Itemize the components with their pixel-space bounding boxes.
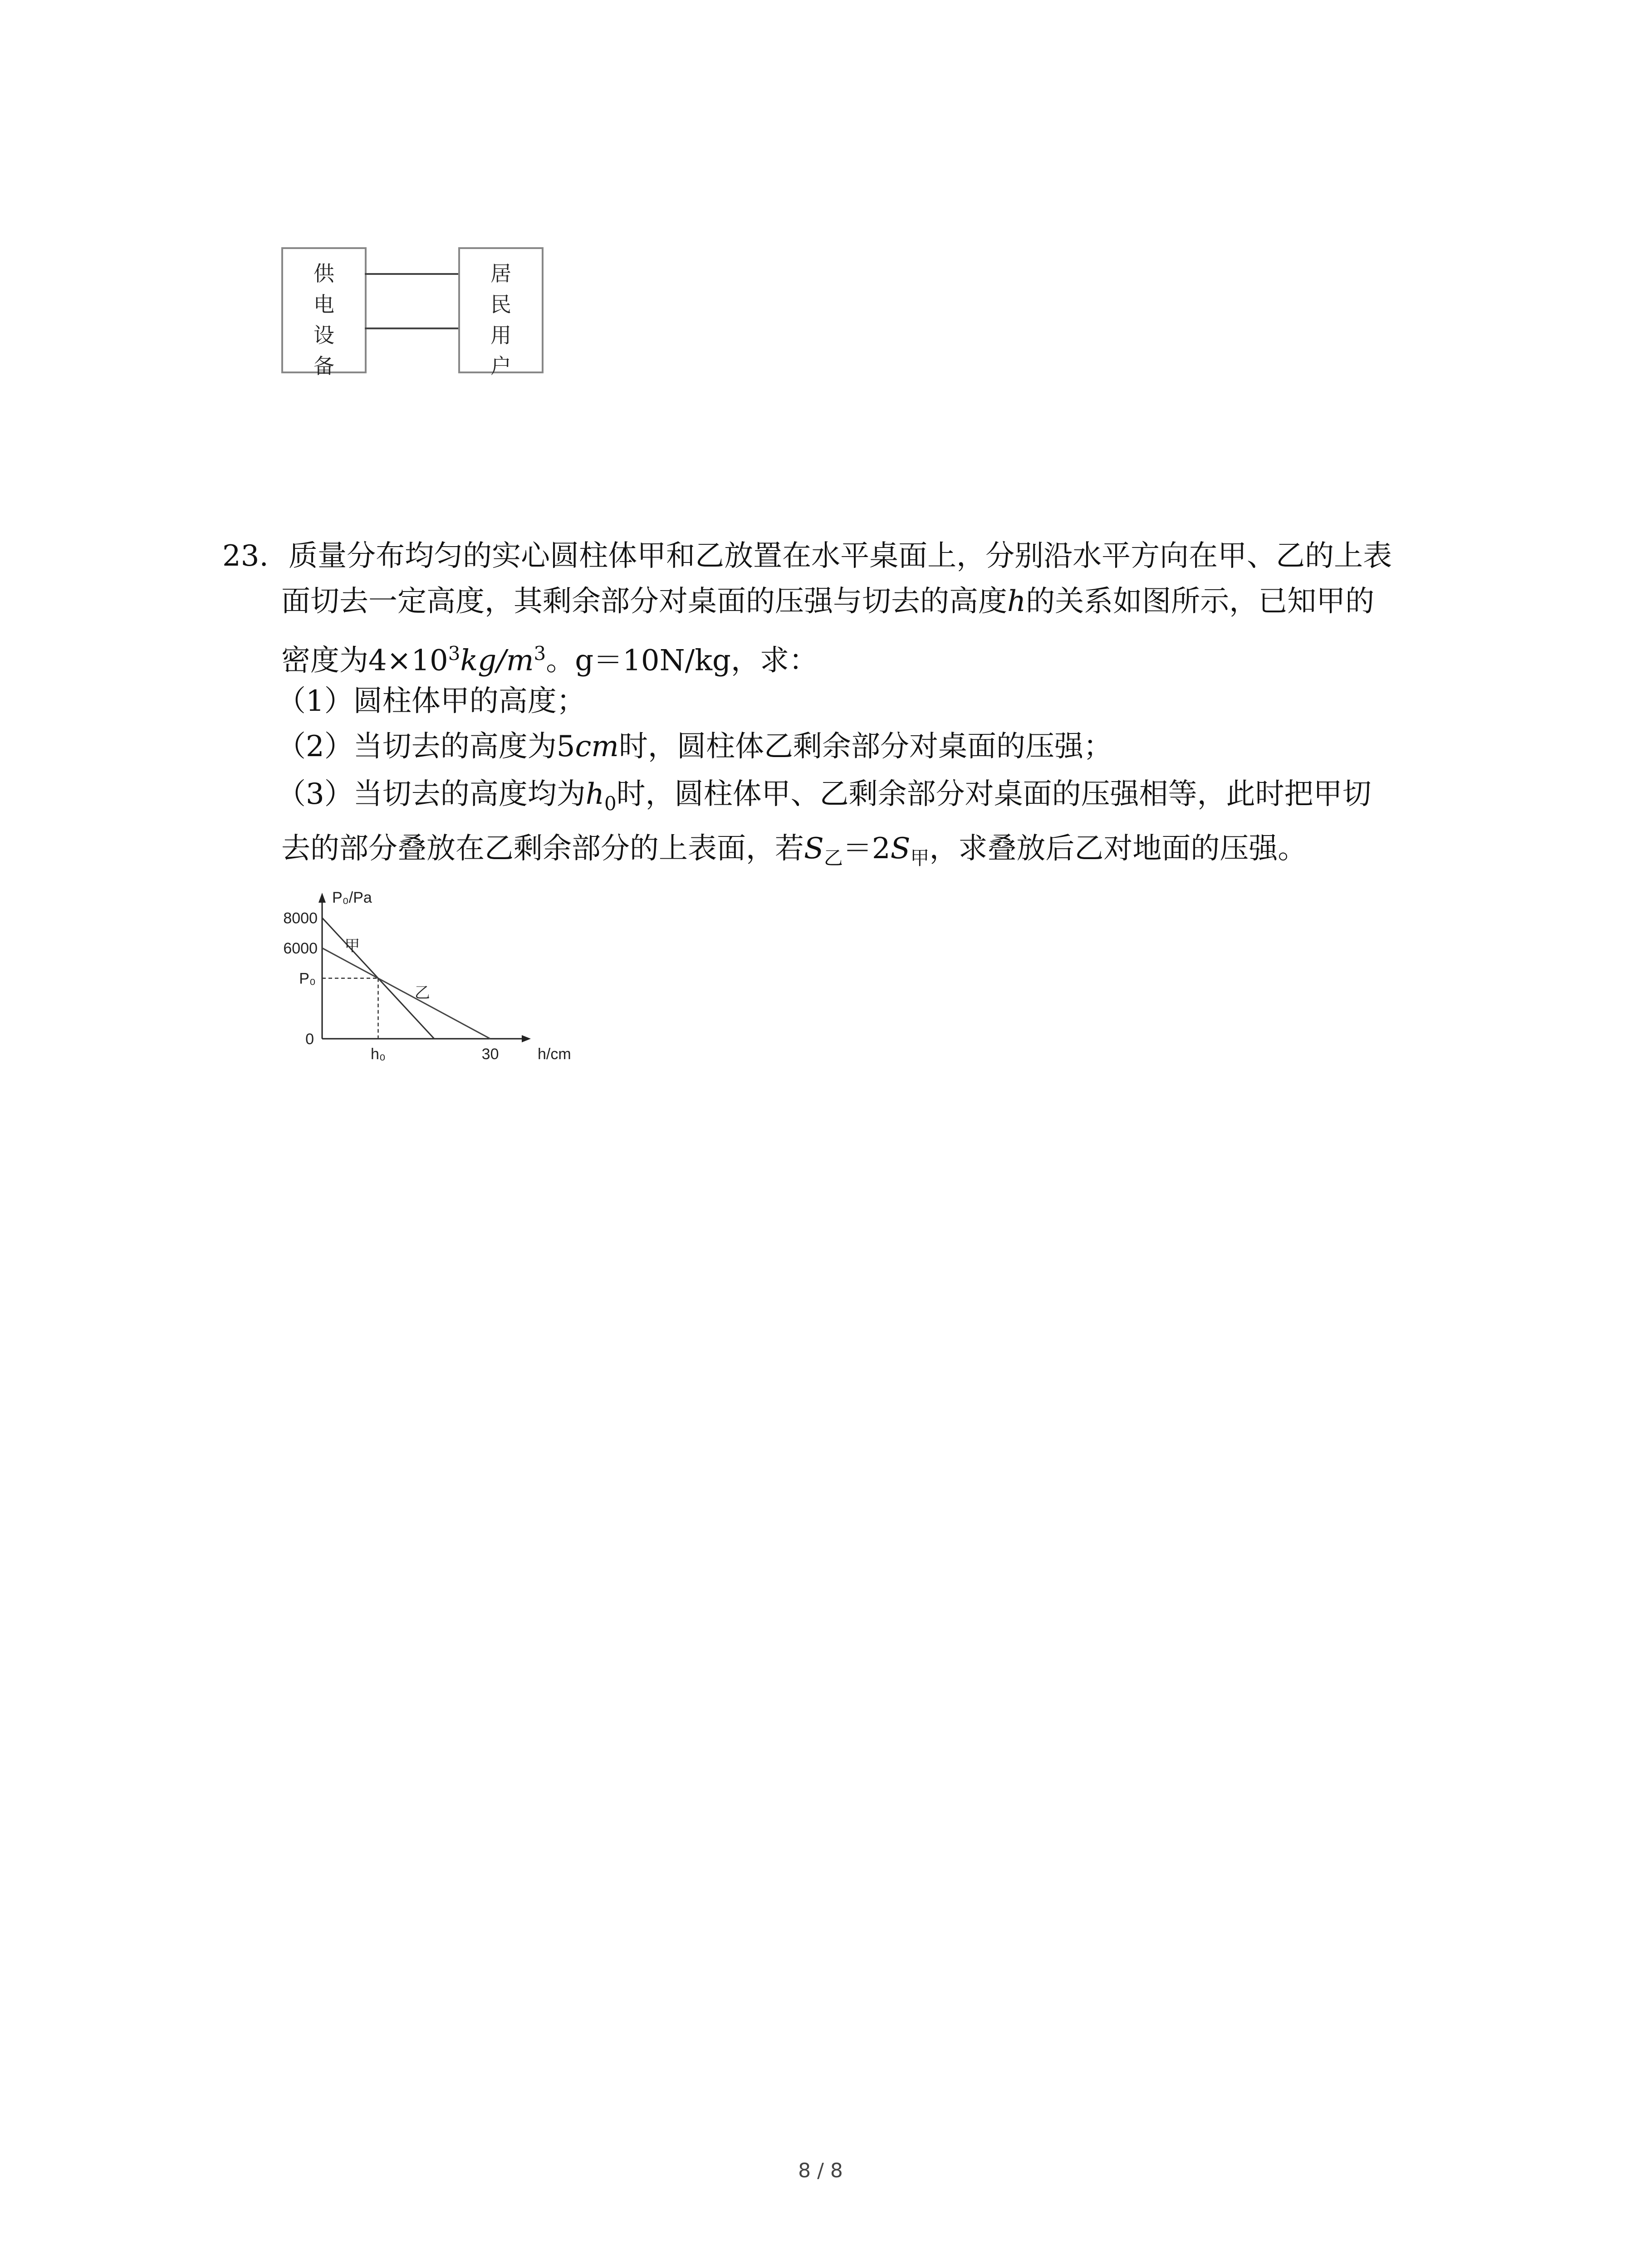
series-label-yi: 乙 xyxy=(414,984,430,1002)
area-S-jia-subscript: 甲 xyxy=(910,846,930,869)
y-tick-0: 0 xyxy=(305,1031,314,1048)
part-2-text-b: 时，圆柱体乙剩余部分对桌面的压强； xyxy=(618,730,1112,763)
part-3-text-a: （3）当切去的高度均为 xyxy=(277,777,586,811)
x-axis-label: h/cm xyxy=(538,1046,571,1063)
lower-wire xyxy=(365,327,458,329)
density-value: 密度为4×10 xyxy=(281,644,448,678)
density-exponent: 3 xyxy=(448,642,460,665)
line2-text-a: 面切去一定高度，其剩余部分对桌面的压强与切去的高度 xyxy=(281,585,1007,618)
part-2-unit: cm xyxy=(575,730,619,763)
part-3-line2-a: 去的部分叠放在乙剩余部分的上表面，若 xyxy=(281,832,804,865)
part-3-line-2 xyxy=(281,832,1307,875)
part-1-text: （1）圆柱体甲的高度； xyxy=(277,684,586,718)
part-2-text-a: （2）当切去的高度为5 xyxy=(277,730,575,763)
page-number: 8 / 8 xyxy=(798,2159,843,2182)
variable-h0-subscript: 0 xyxy=(604,792,617,815)
y-axis-arrow xyxy=(318,893,326,903)
question-line-1 xyxy=(222,540,1392,572)
question-number: 23. xyxy=(222,539,269,573)
series-label-jia: 甲 xyxy=(344,937,360,955)
resident-user-box xyxy=(458,247,544,378)
part-2 xyxy=(277,730,1112,763)
part-3-line2-b: ，求叠放后乙对地面的压强。 xyxy=(929,832,1307,865)
series-line-yi xyxy=(322,948,490,1039)
line2-text-b: 的关系如图所示，已知甲的 xyxy=(1026,585,1375,618)
y-tick-8000: 8000 xyxy=(283,909,318,927)
x-tick-h0: h₀ xyxy=(371,1046,386,1063)
line3-text-b: 。g＝10N/kg，求： xyxy=(546,644,818,678)
variable-h: h xyxy=(1007,585,1026,618)
x-axis-arrow xyxy=(522,1035,531,1042)
pressure-height-chart xyxy=(272,889,571,1080)
y-tick-6000: 6000 xyxy=(283,940,318,957)
part-1 xyxy=(277,685,586,718)
area-S-yi-subscript: 乙 xyxy=(823,846,843,869)
upper-wire xyxy=(365,273,458,275)
area-S-jia: S xyxy=(890,832,911,865)
area-equation: ＝2 xyxy=(843,832,891,865)
power-supply-label: 供 电 设 备 xyxy=(314,261,334,378)
part-3-text-b: 时，圆柱体甲、乙剩余部分对桌面的压强相等，此时把甲切 xyxy=(616,777,1372,811)
area-S-yi: S xyxy=(804,832,824,865)
question-line-3 xyxy=(281,637,818,677)
y-tick-p0: P₀ xyxy=(299,970,316,987)
density-unit-exponent: 3 xyxy=(534,642,546,665)
density-unit: kg/m xyxy=(460,644,534,678)
question-line-2 xyxy=(281,585,1374,618)
variable-h0: h xyxy=(585,777,604,811)
x-tick-30: 30 xyxy=(481,1046,499,1063)
power-supply-box xyxy=(281,247,367,378)
part-3 xyxy=(277,778,1372,820)
question-line-1-text: 质量分布均匀的实心圆柱体甲和乙放置在水平桌面上，分别沿水平方向在甲、乙的上表 xyxy=(289,539,1392,573)
resident-user-label: 居 民 用 户 xyxy=(490,261,511,378)
y-axis-label: P₀/Pa xyxy=(332,889,372,906)
